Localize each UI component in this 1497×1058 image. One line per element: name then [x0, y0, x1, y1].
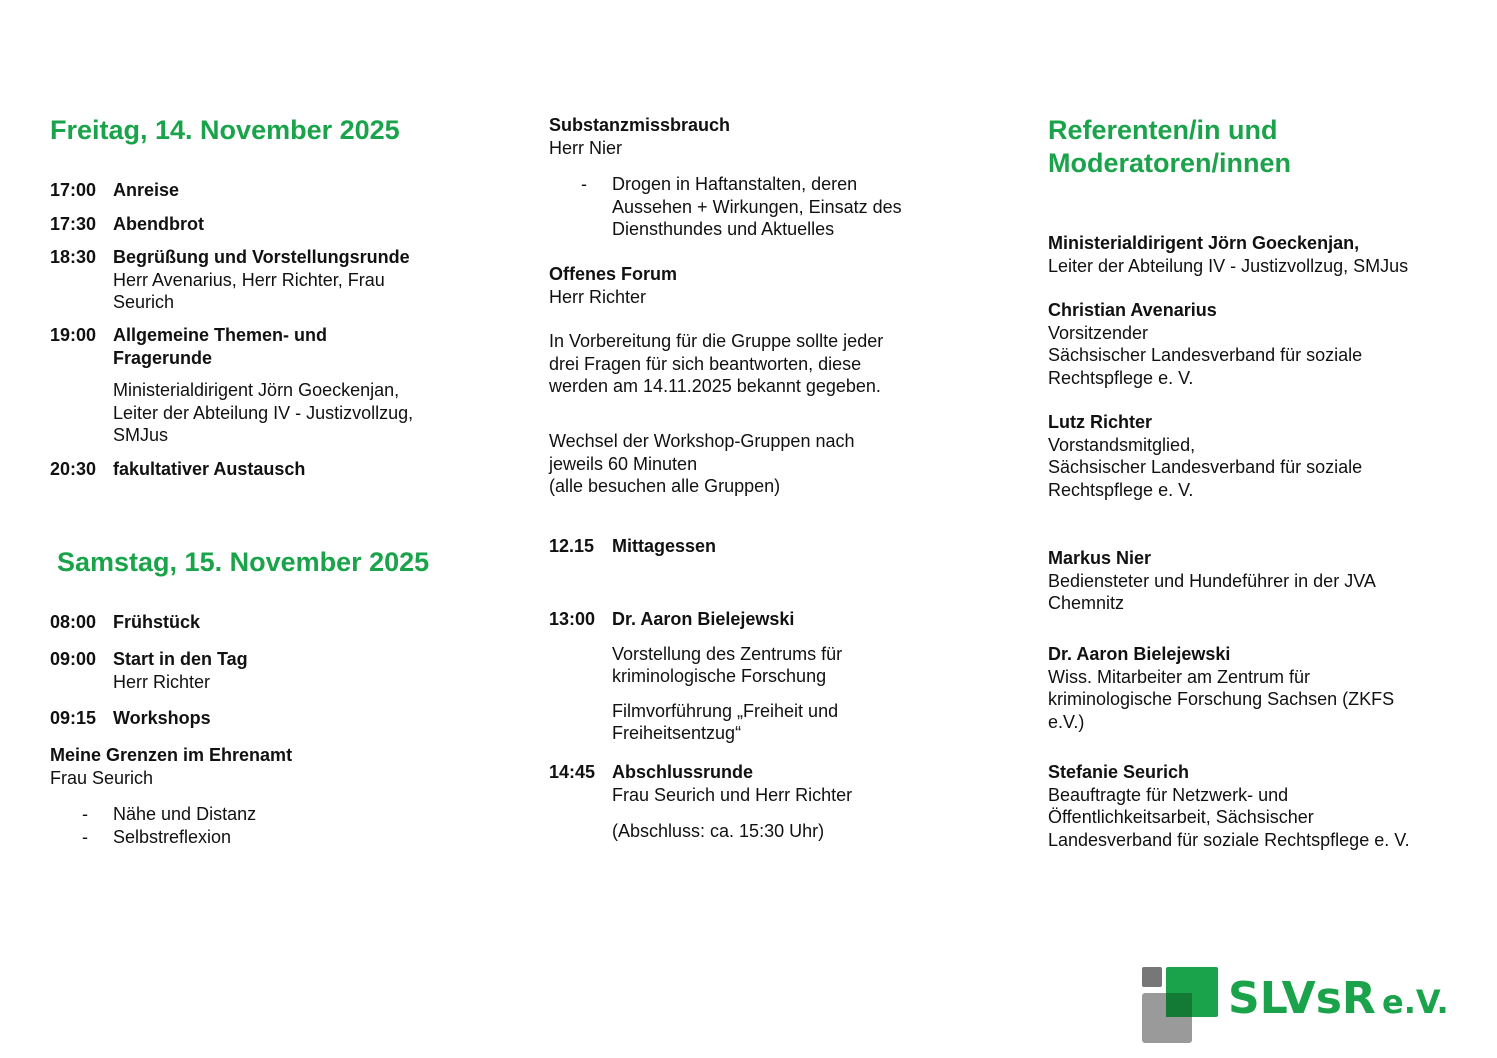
- time-label: 19:00: [50, 325, 97, 345]
- workshop-block: [549, 114, 730, 159]
- speaker-role: Sächsischer Landesverband für soziale: [1048, 457, 1363, 477]
- speaker-role: e.V.): [1048, 711, 1085, 732]
- rotation-line: (alle besuchen alle Gruppen): [549, 476, 781, 496]
- workshop-note: drei Fragen für sich beantworten, diese: [549, 353, 862, 374]
- speakers-heading: [1048, 114, 1291, 180]
- speaker-role: Chemnitz: [1048, 593, 1125, 613]
- speaker-name: Ministerialdirigent Jörn Goeckenjan,: [1048, 233, 1360, 253]
- workshop-host: Herr Nier: [549, 137, 623, 158]
- time-label: 14:45: [549, 762, 596, 782]
- bullet-text: Drogen in Haftanstalten, deren: [612, 174, 858, 194]
- item-detail: SMJus: [113, 425, 169, 445]
- bullet-text: Aussehen + Wirkungen, Einsatz des: [612, 196, 902, 217]
- speaker-entry: [1048, 547, 1376, 615]
- speaker-role: Bediensteter und Hundeführer in der JVA: [1048, 570, 1376, 591]
- workshop-host: Frau Seurich: [50, 767, 154, 788]
- item-detail: kriminologische Forschung: [612, 666, 827, 686]
- time-label: 17:30: [50, 214, 97, 234]
- speakers-heading-line: Referenten/in und: [1048, 115, 1278, 145]
- logo-mark-icon: [1142, 965, 1452, 1045]
- time-label: 18:30: [50, 247, 97, 267]
- workshop-title: Offenes Forum: [549, 264, 678, 284]
- speaker-name: Christian Avenarius: [1048, 300, 1217, 320]
- item-title: Start in den Tag: [113, 649, 248, 669]
- workshop-note: werden am 14.11.2025 bekannt gegeben.: [549, 376, 881, 396]
- speaker-entry: [1048, 643, 1394, 733]
- friday-heading: Freitag, 14. November 2025: [50, 115, 400, 145]
- item-title: Begrüßung und Vorstellungsrunde: [113, 247, 410, 267]
- item-detail: Vorstellung des Zentrums für: [612, 643, 843, 664]
- bullet-text: Selbstreflexion: [113, 827, 232, 847]
- time-label: 17:00: [50, 180, 97, 200]
- item-title: Fragerunde: [113, 347, 213, 368]
- item-title: Allgemeine Themen- und: [113, 325, 328, 345]
- speaker-entry: [1048, 761, 1410, 851]
- workshop-host: Herr Richter: [549, 286, 647, 307]
- speakers-heading-line: Moderatoren/innen: [1048, 148, 1292, 178]
- saturday-heading: Samstag, 15. November 2025: [57, 547, 430, 577]
- bullet-text: Nähe und Distanz: [113, 804, 257, 824]
- item-title: Workshops: [113, 708, 211, 728]
- logo-suffix: e.V.: [1382, 983, 1449, 1021]
- item-title: Abschlussrunde: [612, 762, 754, 782]
- speaker-role: Beauftragte für Netzwerk- und: [1048, 784, 1289, 805]
- dash-bullet: -: [82, 804, 88, 824]
- item-title: Frühstück: [113, 612, 201, 632]
- rotation-line: Wechsel der Workshop-Gruppen nach: [549, 431, 855, 451]
- speaker-name: Dr. Aaron Bielejewski: [1048, 644, 1231, 664]
- speaker-role: Öffentlichkeitsarbeit, Sächsischer: [1048, 807, 1314, 827]
- workshop-title: Substanzmissbrauch: [549, 115, 731, 135]
- workshop-block: [50, 744, 292, 789]
- dash-bullet: -: [82, 827, 88, 847]
- item-title: fakultativer Austausch: [113, 459, 306, 479]
- speaker-role: Wiss. Mitarbeiter am Zentrum für: [1048, 666, 1311, 687]
- bullet-text: Diensthundes und Aktuelles: [612, 219, 835, 239]
- speaker-role: Leiter der Abteilung IV - Justizvollzug, SMJus: [1048, 255, 1409, 276]
- item-title: Dr. Aaron Bielejewski: [612, 609, 795, 629]
- speaker-role: Rechtspflege e. V.: [1048, 367, 1194, 388]
- speaker-entry: [1048, 299, 1362, 389]
- speaker-role: Landesverband für soziale Rechtspflege e. V.: [1048, 829, 1410, 850]
- item-title: Anreise: [113, 180, 180, 200]
- rotation-note: [549, 430, 855, 498]
- speaker-role: Vorstandsmitglied,: [1048, 434, 1196, 455]
- time-label: 09:15: [50, 708, 97, 728]
- logo-text: SLVsR: [1228, 973, 1376, 1024]
- rotation-line: jeweils 60 Minuten: [549, 453, 698, 474]
- item-detail: Frau Seurich und Herr Richter: [612, 784, 853, 805]
- item-detail: Leiter der Abteilung IV - Justizvollzug,: [113, 402, 414, 423]
- item-detail: Herr Richter: [113, 671, 211, 692]
- speaker-name: Stefanie Seurich: [1048, 762, 1190, 782]
- time-label: 09:00: [50, 649, 97, 669]
- item-detail: Freiheitsentzug“: [612, 723, 742, 743]
- item-title: Abendbrot: [113, 214, 204, 234]
- dash-bullet: -: [581, 174, 587, 194]
- workshop-block: [549, 263, 883, 398]
- speaker-role: Vorsitzender: [1048, 322, 1149, 343]
- speaker-entry: [1048, 411, 1362, 501]
- item-detail: Herr Avenarius, Herr Richter, Frau: [113, 269, 385, 290]
- speaker-name: Lutz Richter: [1048, 412, 1153, 432]
- time-label: 20:30: [50, 459, 97, 479]
- slvsr-logo: [1142, 965, 1452, 1045]
- item-title: Mittagessen: [612, 536, 717, 556]
- time-label: 13:00: [549, 609, 596, 629]
- workshop-note: In Vorbereitung für die Gruppe sollte jeder: [549, 331, 884, 351]
- item-detail: (Abschluss: ca. 15:30 Uhr): [612, 821, 825, 841]
- speaker-name: Markus Nier: [1048, 548, 1152, 568]
- workshop-title: Meine Grenzen im Ehrenamt: [50, 745, 293, 765]
- time-label: 08:00: [50, 612, 97, 632]
- item-detail: Filmvorführung „Freiheit und: [612, 700, 839, 721]
- time-label: 12.15: [549, 536, 595, 556]
- speaker-role: Rechtspflege e. V.: [1048, 479, 1194, 500]
- speaker-entry: [1048, 232, 1408, 277]
- item-detail: Seurich: [113, 292, 175, 312]
- item-detail: Ministerialdirigent Jörn Goeckenjan,: [113, 380, 400, 400]
- speaker-role: kriminologische Forschung Sachsen (ZKFS: [1048, 689, 1395, 709]
- speaker-role: Sächsischer Landesverband für soziale: [1048, 345, 1363, 365]
